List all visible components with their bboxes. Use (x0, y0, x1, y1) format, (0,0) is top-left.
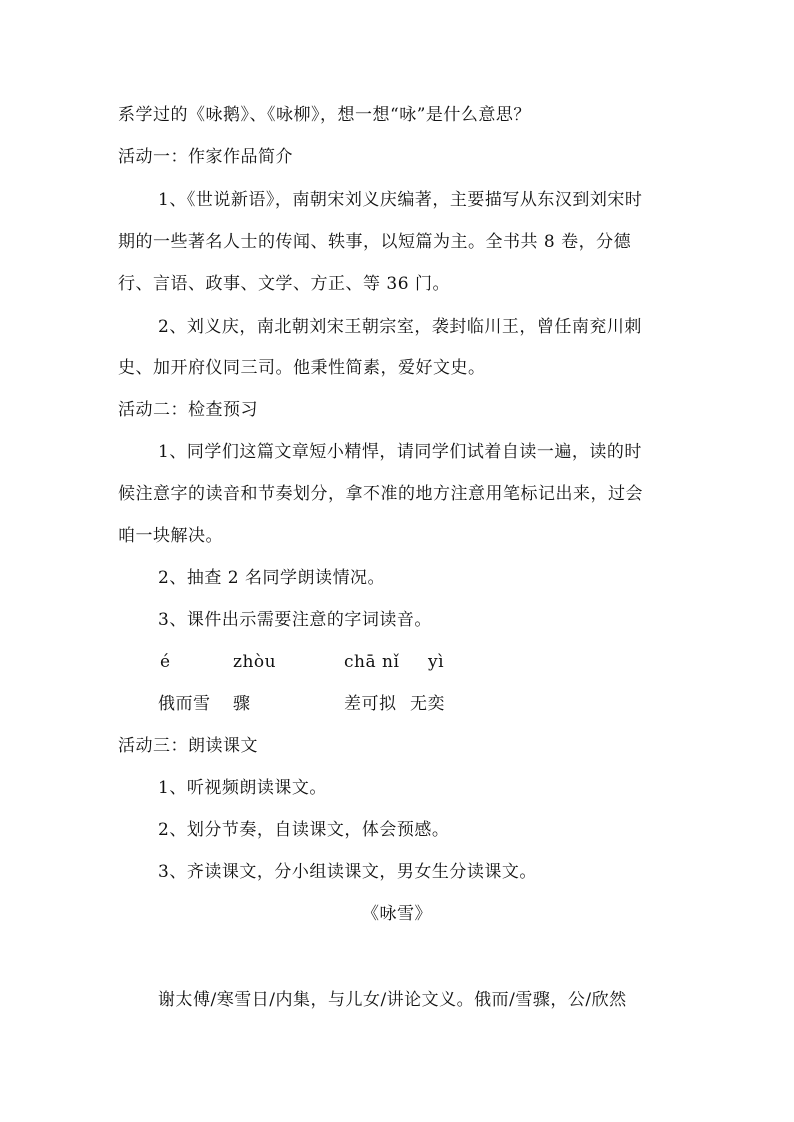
word-zhou: 骤 (233, 694, 251, 714)
paragraph-line: 史、加开府仪同三司。他秉性简素，爱好文史。 (118, 358, 486, 378)
word-e-er-xue: 俄而雪 (158, 694, 211, 714)
paragraph-line: 期的一些著名人士的传闻、轶事，以短篇为主。全书共 8 卷，分德 (118, 232, 632, 252)
pinyin-e: é (160, 652, 171, 672)
section-heading-activity-2: 活动二：检查预习 (118, 400, 258, 420)
paragraph-line: 1、同学们这篇文章短小精悍，请同学们试着自读一遍，读的时 (158, 442, 642, 462)
text-title: 《咏雪》 (362, 904, 432, 924)
intro-question: 系学过的《咏鹅》、《咏柳》，想一想“咏”是什么意思？ (118, 105, 531, 125)
paragraph-line: 1、《世说新语》，南朝宋刘义庆编著，主要描写从东汉到刘宋时 (158, 190, 643, 210)
text-body-line: 谢太傅/寒雪日/内集，与儿女/讲论文义。俄而/雪骤，公/欣然 (158, 990, 627, 1010)
paragraph-line: 候注意字的读音和节奏划分，拿不准的地方注意用笔标记出来，过会 (118, 484, 643, 504)
word-wu-yi: 无奕 (410, 694, 445, 714)
word-cha-ke-ni: 差可拟 (344, 694, 397, 714)
paragraph-line: 3、齐读课文，分小组读课文，男女生分读课文。 (158, 862, 537, 882)
pinyin-yi: yì (428, 652, 445, 672)
paragraph-line: 2、划分节奏，自读课文，体会预感。 (158, 820, 450, 840)
paragraph-line: 2、抽查 2 名同学朗读情况。 (158, 568, 385, 588)
section-heading-activity-3: 活动三：朗读课文 (118, 736, 258, 756)
pinyin-zhou: zhòu (233, 652, 277, 672)
paragraph-line: 1、听视频朗读课文。 (158, 778, 327, 798)
paragraph-line: 3、课件出示需要注意的字词读音。 (158, 610, 432, 630)
paragraph-line: 行、言语、政事、文学、方正、等 36 门。 (118, 274, 450, 294)
paragraph-line: 咱一块解决。 (118, 526, 223, 546)
pinyin-cha-ni: chā nǐ (344, 652, 400, 672)
pinyin-row (0, 651, 794, 673)
vocabulary-row (0, 693, 794, 715)
paragraph-line: 2、刘义庆，南北朝刘宋王朝宗室，袭封临川王，曾任南兖川刺 (158, 317, 642, 337)
section-heading-activity-1: 活动一：作家作品简介 (118, 147, 293, 167)
